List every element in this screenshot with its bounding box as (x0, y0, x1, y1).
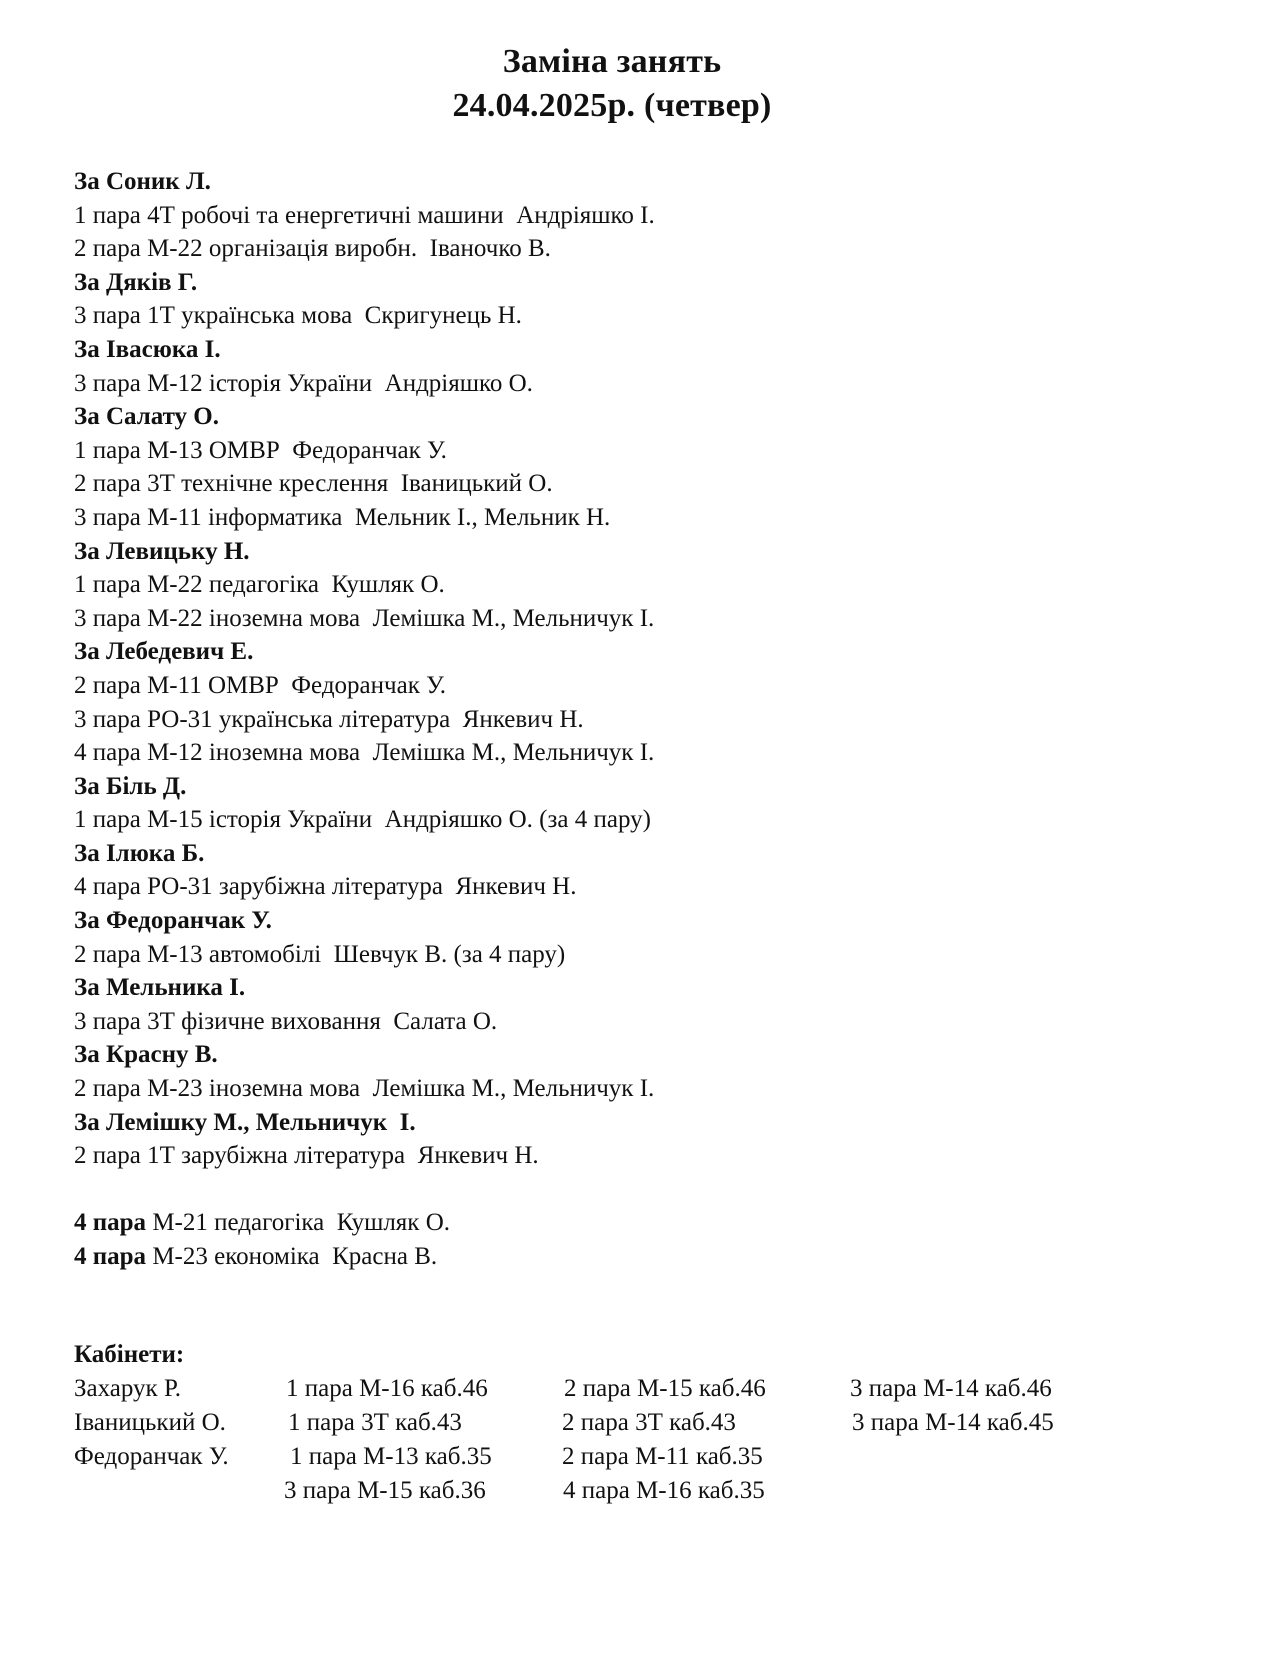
cabinet-row (74, 1474, 1194, 1508)
substitutions-list (74, 165, 1194, 1274)
group (74, 1038, 1194, 1105)
cabinet-row (74, 1440, 1194, 1474)
group (74, 971, 1194, 1038)
group-heading: За Лебедевич Е. (74, 638, 254, 666)
group-heading: За Левицьку Н. (74, 537, 250, 565)
group (74, 165, 1194, 266)
group-item: 1 пара М-22 педагогіка Кушляк О. (74, 571, 445, 599)
cabinet-slot: 3 пара М-14 каб.46 (850, 1374, 1052, 1402)
group-item: 3 пара 3Т фізичне виховання Салата О. (74, 1007, 498, 1035)
group-heading: За Салату О. (74, 403, 219, 431)
group-item: 2 пара М-23 іноземна мова Лемішка М., Мельничук І. (74, 1075, 655, 1103)
page-title: Заміна занять (502, 43, 722, 80)
cabinet-slot: 1 пара М-13 каб.35 (290, 1442, 492, 1470)
group-heading: За Соник Л. (74, 168, 211, 195)
group (74, 266, 1194, 333)
cabinet-slot: 2 пара М-15 каб.46 (564, 1374, 766, 1402)
cabinet-slot: 4 пара М-16 каб.35 (563, 1476, 765, 1504)
group-item: 2 пара 3Т технічне креслення Іваницький О. (74, 470, 553, 498)
group (74, 837, 1194, 904)
cabinet-slot: 3 пара М-14 каб.45 (852, 1408, 1054, 1436)
group-item: 2 пара М-11 ОМВР Федоранчак У. (74, 671, 446, 699)
cabinet-teacher: Федоранчак У. (74, 1442, 229, 1470)
cabinet-slot: 2 пара 3Т каб.43 (562, 1408, 736, 1436)
cabinet-row (74, 1406, 1194, 1440)
group-heading: За Лемішку М., Мельничук І. (74, 1108, 416, 1136)
group-item: 3 пара 1Т українська мова Скригунець Н. (74, 302, 522, 330)
group-item: 3 пара М-22 іноземна мова Лемішка М., Мельничук І. (74, 604, 655, 632)
group-heading: За Федоранчак У. (74, 907, 272, 935)
cabinet-slot: 2 пара М-11 каб.35 (562, 1442, 763, 1470)
group-item: 3 пара М-12 історія України Андріяшко О. (74, 369, 533, 397)
cabinet-teacher: Захарук Р. (74, 1374, 181, 1402)
spacer (74, 1173, 1194, 1207)
group-item: 1 пара 4Т робочі та енергетичні машини Андріяшко І. (74, 201, 655, 229)
cabinets-title: Кабінети: (74, 1341, 185, 1368)
group-item: 1 пара М-13 ОМВР Федоранчак У. (74, 436, 447, 464)
extra-item-bold: 4 пара (74, 1209, 147, 1237)
extra-item-bold: 4 пара (74, 1243, 147, 1270)
extra-item-text: М-23 економіка Красна В. (146, 1243, 438, 1270)
group-item: 3 пара М-11 інформатика Мельник І., Мельник Н. (74, 503, 611, 531)
group-heading: За Мельника І. (74, 974, 246, 1002)
group-heading: За Ілюка Б. (74, 839, 205, 867)
group-item: 4 пара РО-31 зарубіжна література Янкевич Н. (74, 873, 577, 901)
group-item: 2 пара М-13 автомобілі Шевчук В. (за 4 пару) (74, 940, 566, 968)
group (74, 635, 1194, 769)
extra-item-text: М-21 педагогіка Кушляк О. (146, 1209, 450, 1237)
cabinet-teacher: Іваницький О. (74, 1408, 226, 1436)
cabinet-slot: 3 пара М-15 каб.36 (284, 1476, 486, 1504)
group (74, 333, 1194, 400)
cabinets-section (74, 1338, 1194, 1508)
group-item: 3 пара РО-31 українська література Янкевич Н. (74, 705, 584, 733)
group-item: 2 пара 1Т зарубіжна література Янкевич Н. (74, 1142, 539, 1170)
cabinet-slot: 1 пара 3Т каб.43 (288, 1408, 462, 1436)
group-heading: За Біль Д. (74, 772, 187, 800)
group-heading: За Дяків Г. (74, 268, 198, 296)
group (74, 770, 1194, 837)
cabinet-row (74, 1372, 1194, 1406)
group-heading: За Івасюка І. (74, 335, 221, 363)
group (74, 904, 1194, 971)
group-item: 4 пара М-12 іноземна мова Лемішка М., Мельничук І. (74, 739, 655, 767)
extra-item (74, 1206, 1194, 1240)
page-date: 24.04.2025р. (четвер) (452, 87, 772, 124)
group (74, 535, 1194, 636)
group-item: 1 пара М-15 історія України Андріяшко О. (за 4 пару) (74, 806, 651, 834)
group-heading: За Красну В. (74, 1041, 218, 1069)
group-item: 2 пара М-22 організація виробн. Іваночко В. (74, 235, 551, 263)
cabinet-slot: 1 пара М-16 каб.46 (286, 1374, 488, 1402)
extra-item (74, 1240, 1194, 1274)
group (74, 400, 1194, 534)
group (74, 1106, 1194, 1173)
